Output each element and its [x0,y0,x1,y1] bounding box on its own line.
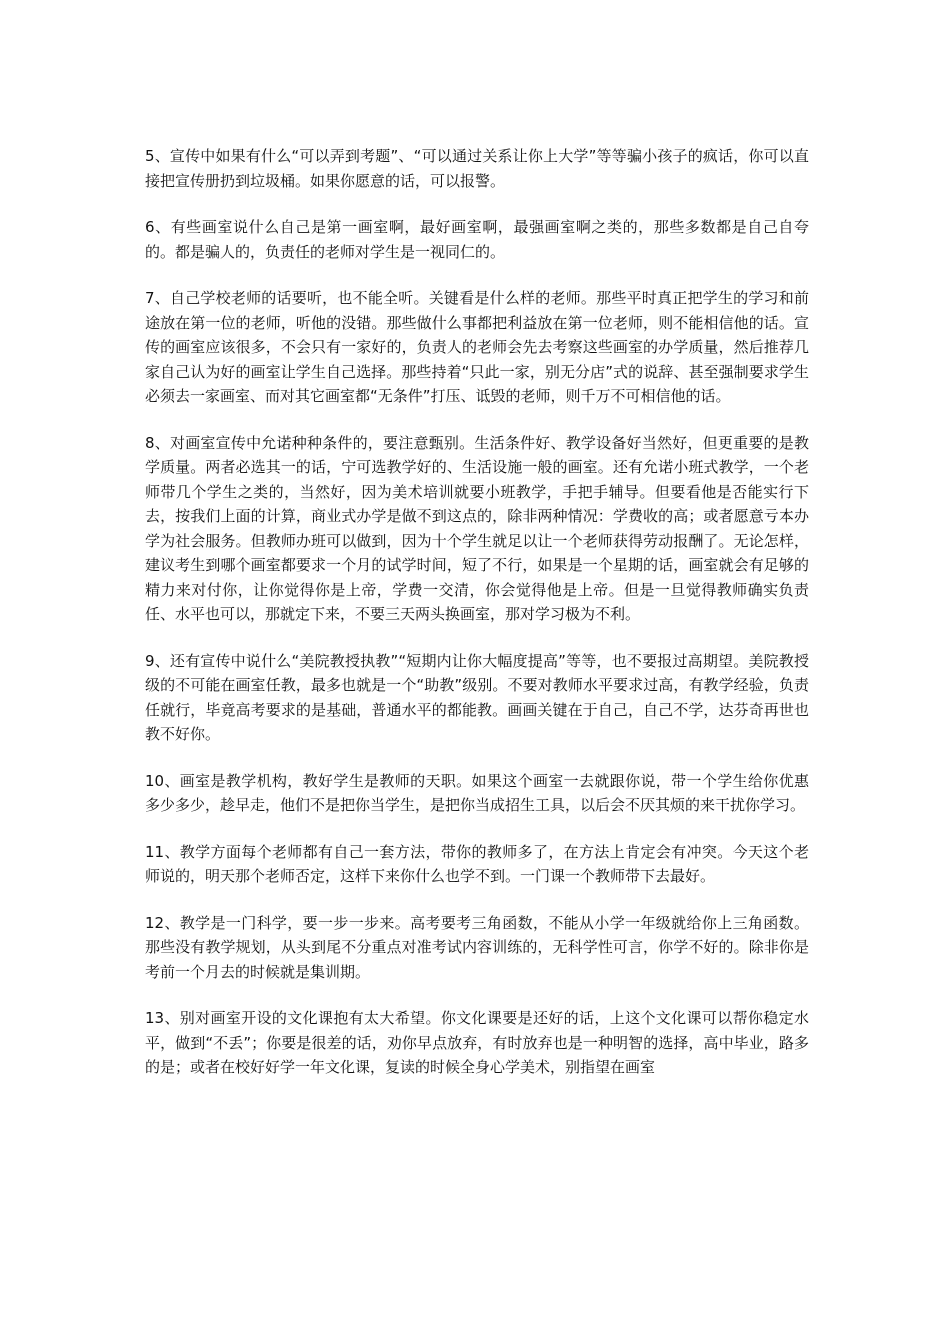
paragraph-8: 8、对画室宣传中允诺种种条件的，要注意甄别。生活条件好、教学设备好当然好，但更重要的是教学质量。两者必选其一的话，宁可选教学好的、生活设施一般的画室。还有允诺小班式教学，一个老师带几个学生之类的，当然好，因为美术培训就要小班教学，手把手辅导。但要看他是否能实行下去，按我们上面的计算，商业式办学是做不到这点的，除非两种情况：学费收的高；或者愿意亏本办学为社会服务。但教师办班可以做到，因为十个学生就足以让一个老师获得劳动报酬了。无论怎样，建议考生到哪个画室都要求一个月的试学时间，短了不行，如果是一个星期的话，画室就会有足够的精力来对付你，让你觉得你是上帝，学费一交清，你会觉得他是上帝。但是一旦觉得教师确实负责任、水平也可以，那就定下来，不要三天两头换画室，那对学习极为不利。 [145,433,809,623]
paragraph-5: 5、宣传中如果有什么“可以弄到考题”、“可以通过关系让你上大学”等等骗小孩子的疯话，你可以直接把宣传册扔到垃圾桶。如果你愿意的话，可以报警。 [145,147,809,190]
paragraph-7: 7、自己学校老师的话要听，也不能全听。关键看是什么样的老师。那些平时真正把学生的学习和前途放在第一位的老师，听他的没错。那些做什么事都把利益放在第一位老师，则不能相信他的话。宣传的画室应该很多，不会只有一家好的，负责人的老师会先去考察这些画室的办学质量，然后推荐几家自己认为好的画室让学生自己选择。那些持着“只此一家，别无分店”式的说辞、甚至强制要求学生必须去一家画室、而对其它画室都“无条件”打压、诋毁的老师，则千万不可相信他的话。 [145,289,809,405]
paragraph-6: 6、有些画室说什么自己是第一画室啊，最好画室啊，最强画室啊之类的，那些多数都是自己自夸的。都是骗人的，负责任的老师对学生是一视同仁的。 [145,218,809,261]
paragraph-11: 11、教学方面每个老师都有自己一套方法，带你的教师多了，在方法上肯定会有冲突。今天这个老师说的，明天那个老师否定，这样下来你什么也学不到。一门课一个教师带下去最好。 [145,842,809,885]
paragraph-12: 12、教学是一门科学，要一步一步来。高考要考三角函数，不能从小学一年级就给你上三角函数。那些没有教学规划，从头到尾不分重点对准考试内容训练的，无科学性可言，你学不好的。除非你是考前一个月去的时候就是集训期。 [145,913,809,981]
paragraph-9: 9、还有宣传中说什么“美院教授执教”“短期内让你大幅度提高”等等，也不要报过高期望。美院教授级的不可能在画室任教，最多也就是一个“助教”级别。不要对教师水平要求过高，有教学经验，负责任就行，毕竟高考要求的是基础，普通水平的都能教。画画关键在于自己，自己不学，达芬奇再世也教不好你。 [145,651,809,743]
document-page [145,144,809,1102]
paragraph-13: 13、别对画室开设的文化课抱有太大希望。你文化课要是还好的话，上这个文化课可以帮你稳定水平，做到“不丢”；你要是很差的话，劝你早点放弃，有时放弃也是一种明智的选择，高中毕业，路多的是；或者在校好好学一年文化课，复读的时候全身心学美术，别指望在画室 [145,1009,809,1076]
paragraph-10: 10、画室是教学机构，教好学生是教师的天职。如果这个画室一去就跟你说，带一个学生给你优惠多少多少，趁早走，他们不是把你当学生，是把你当成招生工具，以后会不厌其烦的来干扰你学习。 [145,771,809,814]
